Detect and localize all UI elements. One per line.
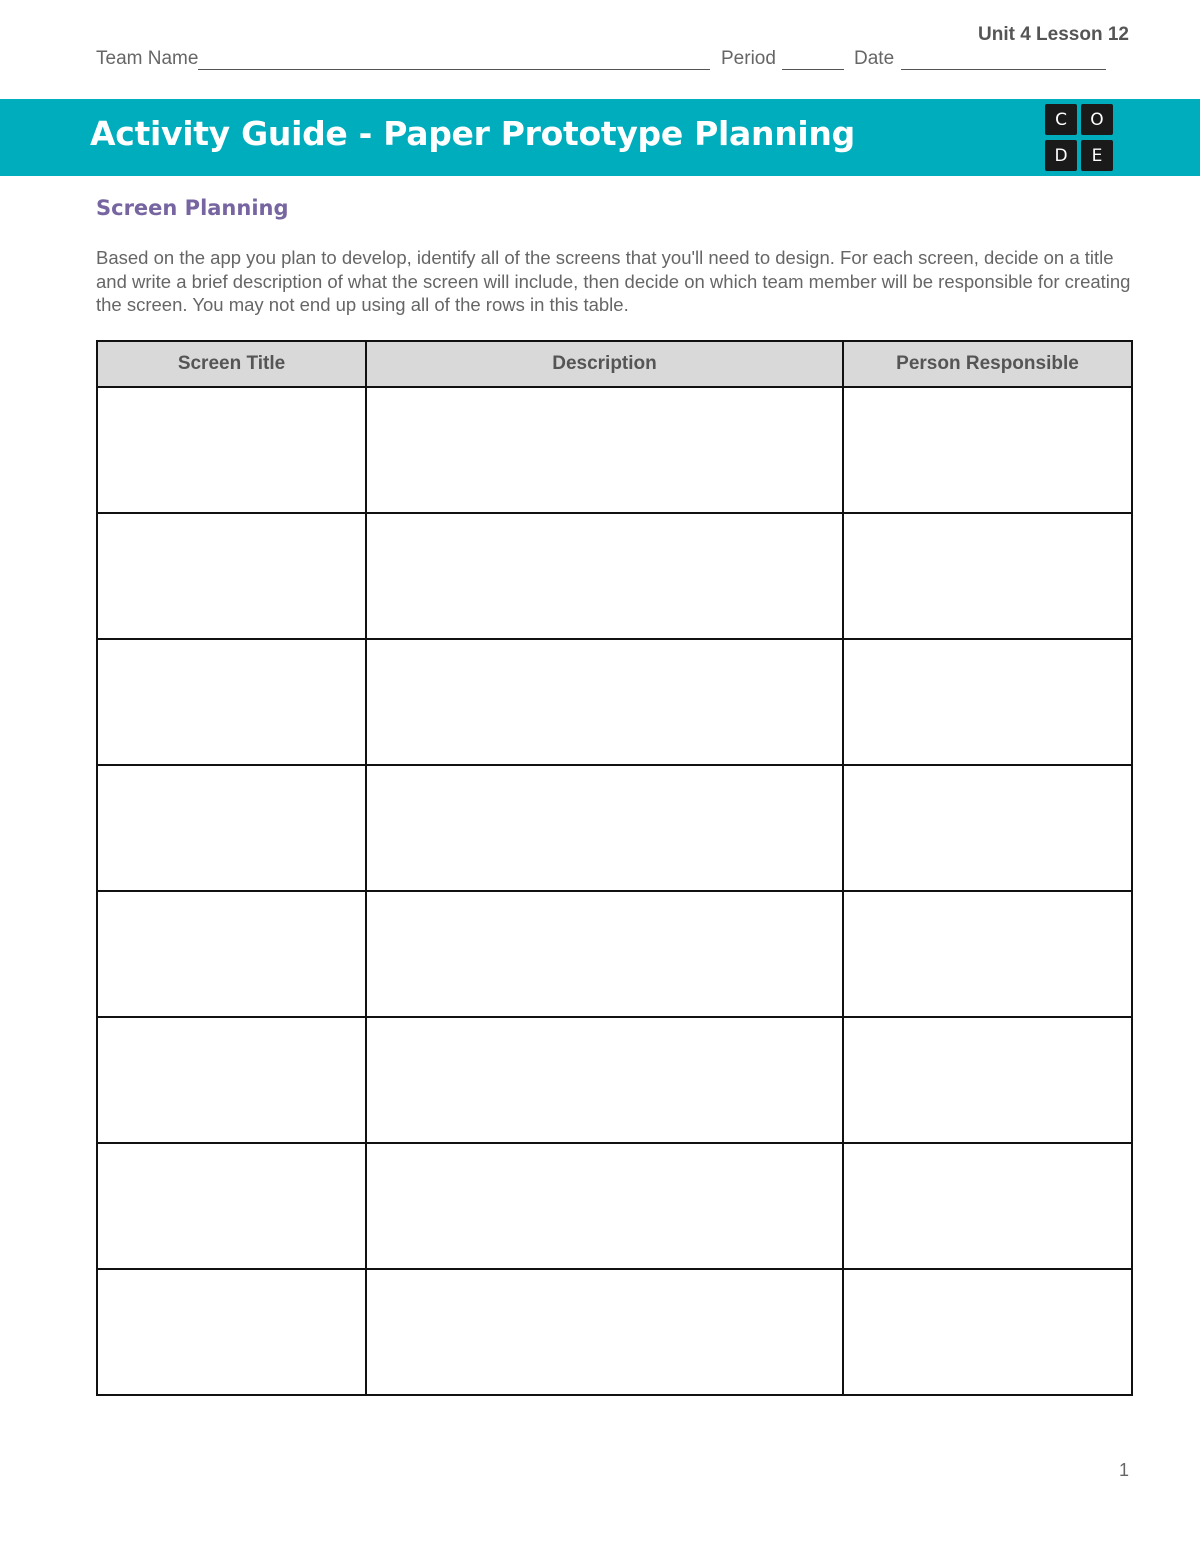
page-number: 1 xyxy=(1118,1460,1129,1480)
description-cell[interactable] xyxy=(366,387,843,513)
header-fields xyxy=(96,48,1108,74)
description-cell[interactable] xyxy=(366,639,843,765)
description-cell[interactable] xyxy=(366,513,843,639)
logo-letter-o: O xyxy=(1081,104,1113,135)
screen-title-cell[interactable] xyxy=(97,891,366,1017)
description-cell[interactable] xyxy=(366,1143,843,1269)
table-row xyxy=(97,765,1132,891)
logo-letter-c: C xyxy=(1045,104,1077,135)
column-header-description: Description xyxy=(366,341,843,387)
section-heading: Screen Planning xyxy=(96,196,289,220)
logo-letter-e: E xyxy=(1081,140,1113,171)
table-row xyxy=(97,513,1132,639)
logo-letter-d: D xyxy=(1045,140,1077,171)
date-blank[interactable] xyxy=(901,49,1106,70)
screen-title-cell[interactable] xyxy=(97,765,366,891)
screen-title-cell[interactable] xyxy=(97,1269,366,1395)
description-cell[interactable] xyxy=(366,765,843,891)
table-header-row xyxy=(97,341,1132,387)
person-responsible-cell[interactable] xyxy=(843,1143,1132,1269)
team-name-field[interactable] xyxy=(96,48,710,70)
instructions-paragraph: Based on the app you plan to develop, identify all of the screens that you'll need to design. For each screen, decide on a title and write a brief description of what the screen will include, then decide on which team member will be responsible for creating the screen. You may not end up using all of the rows in this table. xyxy=(96,247,1131,315)
person-responsible-cell[interactable] xyxy=(843,1017,1132,1143)
screen-title-cell[interactable] xyxy=(97,639,366,765)
period-label: Period xyxy=(721,48,776,69)
person-responsible-cell[interactable] xyxy=(843,639,1132,765)
column-header-screen-title: Screen Title xyxy=(97,341,366,387)
table-row xyxy=(97,1143,1132,1269)
screen-title-cell[interactable] xyxy=(97,387,366,513)
screen-title-cell[interactable] xyxy=(97,1143,366,1269)
person-responsible-cell[interactable] xyxy=(843,387,1132,513)
person-responsible-cell[interactable] xyxy=(843,1269,1132,1395)
screen-title-cell[interactable] xyxy=(97,1017,366,1143)
unit-lesson-label: Unit 4 Lesson 12 xyxy=(978,24,1129,45)
person-responsible-cell[interactable] xyxy=(843,891,1132,1017)
code-logo xyxy=(1045,104,1115,172)
screen-planning-table xyxy=(96,340,1133,1396)
description-cell[interactable] xyxy=(366,1017,843,1143)
team-name-blank[interactable] xyxy=(198,49,710,70)
page-title: Activity Guide - Paper Prototype Planning xyxy=(90,114,855,153)
person-responsible-cell[interactable] xyxy=(843,513,1132,639)
table-row xyxy=(97,1269,1132,1395)
description-cell[interactable] xyxy=(366,891,843,1017)
description-cell[interactable] xyxy=(366,1269,843,1395)
period-field[interactable] xyxy=(721,48,844,70)
table-row xyxy=(97,1017,1132,1143)
period-blank[interactable] xyxy=(782,49,844,70)
date-label: Date xyxy=(854,48,895,69)
screen-title-cell[interactable] xyxy=(97,513,366,639)
title-banner xyxy=(0,99,1200,176)
person-responsible-cell[interactable] xyxy=(843,765,1132,891)
date-field[interactable] xyxy=(854,48,1106,70)
table-row xyxy=(97,639,1132,765)
table-row xyxy=(97,387,1132,513)
table-row xyxy=(97,891,1132,1017)
team-name-label: Team Name xyxy=(96,48,199,69)
column-header-person-responsible: Person Responsible xyxy=(843,341,1132,387)
